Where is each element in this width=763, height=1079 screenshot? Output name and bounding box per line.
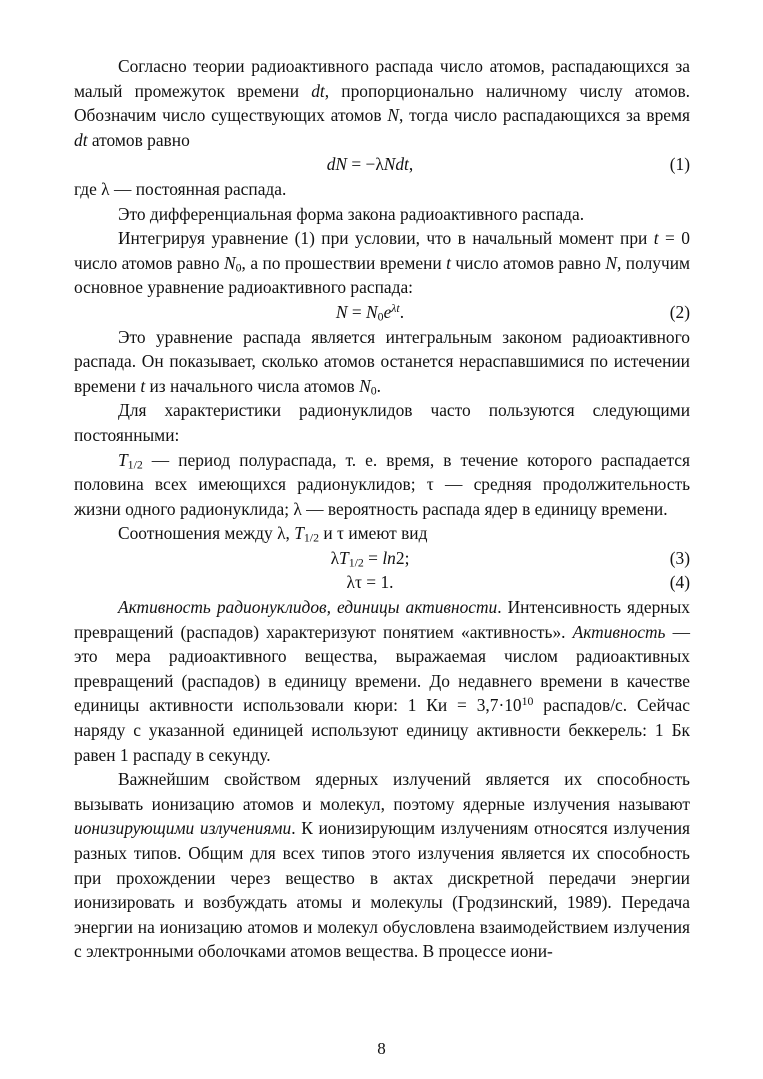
equation-number: (4) xyxy=(669,572,690,593)
text-run: Соотношения между λ, xyxy=(118,523,295,544)
subscript: 0 xyxy=(370,383,377,398)
eq-term: e xyxy=(383,301,392,322)
variable-t: t xyxy=(446,252,451,273)
equation-3 xyxy=(74,546,690,571)
text-run: , пропорционально наличному числу атомов. Обозначим число существующих атомов xyxy=(74,80,690,126)
superscript: λt xyxy=(391,301,400,316)
eq-term: Ndt xyxy=(383,154,409,175)
variable-dt: dt xyxy=(74,129,88,150)
variable-n: N xyxy=(387,105,400,126)
text-run: и τ имеют вид xyxy=(319,523,428,544)
text-run: , тогда число распадающихся за время xyxy=(399,105,690,126)
subscript: 0 xyxy=(235,260,242,275)
text-run: . К ионизирующим излучениям относятся излучения разных типов. Общим для всех типов этого излучения является их способность при прохождении через вещество в актах дискретной передачи энергии ионизировать и возбуждать атомы и молекулы (Гродзинский, 1989). Передача энергии на ионизацию атомов и молекул обусловлена взаимодействием излучения с электронными оболочками атомов вещества. В процессе иони- xyxy=(74,818,690,962)
paragraph-lambda-def: где λ — постоянная распада. xyxy=(74,178,287,199)
eq-term: λ xyxy=(330,547,340,568)
text-run: , получим основное уравнение радиоактивного распада: xyxy=(74,252,691,298)
text-run: . xyxy=(376,375,381,396)
eq-term: N xyxy=(366,301,378,322)
subscript: 1/2 xyxy=(303,530,319,545)
eq-term: = xyxy=(347,301,367,322)
equation-number: (2) xyxy=(669,301,690,322)
equation-4-body: λτ = 1. xyxy=(346,572,394,593)
text-run: . Интенсивность ядерных превращений (распадов) характеризуют понятием «активность». xyxy=(74,597,690,642)
paragraph-relations xyxy=(74,521,690,546)
text-run: = 0 число атомов равно xyxy=(74,228,690,273)
eq-term: T xyxy=(339,547,349,568)
eq-term: ln xyxy=(382,547,396,568)
text-run: Это уравнение распада является интегральным законом радиоактивного распада. Он показывает, сколько атомов останется нераспавшимися по истечении времени xyxy=(74,326,690,396)
variable-t: T xyxy=(118,449,128,470)
paragraph-half-life xyxy=(74,448,690,522)
equation-number: (1) xyxy=(669,154,690,175)
equation-4 xyxy=(74,570,690,595)
subscript: 1/2 xyxy=(127,456,143,471)
eq-term: = −λ xyxy=(347,154,384,175)
variable-t: t xyxy=(140,375,146,396)
subscript: 0 xyxy=(377,309,384,324)
text-run: — это мера радиоактивного вещества, выражаемая числом радиоактивных превращений (распадов) в единицу времени. До недавнего времени в качестве единицы активности использовали кюри: 1 Ки = 3,7·10 xyxy=(74,621,690,716)
equation-2-body xyxy=(336,300,404,325)
eq-term: dN xyxy=(326,154,348,175)
text-run: — период полураспада, т. е. время, в течение которого распадается половина всех имеющихся радионуклидов; τ — средняя продолжительность жизни одного радионуклида; λ — вероятность распада ядер в единицу времени. xyxy=(74,449,690,519)
variable-t: T xyxy=(294,523,304,544)
page-content xyxy=(74,54,690,964)
text-run: Важнейшим свойством ядерных излучений является их способность вызывать ионизацию атомов и молекул, поэтому ядерные излучения называют xyxy=(74,769,690,814)
paragraph-integral-law xyxy=(74,325,690,399)
eq-term: 2; xyxy=(395,547,410,568)
text-run: распадов/с. Сейчас наряду с указанной единицей используют единицу активности беккерель: 1 Бк равен 1 распаду в секунду. xyxy=(74,695,690,765)
variable-n0: N xyxy=(359,375,371,396)
equation-1-body xyxy=(327,152,414,177)
equation-2 xyxy=(74,300,690,325)
text-run: , а по прошествии времени xyxy=(241,252,447,273)
page-number: 8 xyxy=(377,1039,386,1058)
term-italic: ионизирующими излучениями xyxy=(74,818,292,839)
paragraph-integration xyxy=(74,226,690,300)
term-italic: Активность xyxy=(572,621,666,642)
equation-number: (3) xyxy=(669,547,690,568)
text-run: Интегрируя уравнение (1) при условии, что в начальный момент при xyxy=(118,228,654,249)
text-run: атомов равно xyxy=(87,129,190,150)
variable-dt: dt xyxy=(311,80,325,101)
variable-n: N xyxy=(605,252,618,273)
text-run: из начального числа атомов xyxy=(145,375,360,396)
eq-term: , xyxy=(408,154,414,175)
variable-n0: N xyxy=(224,252,236,273)
subscript: 1/2 xyxy=(348,555,364,570)
eq-term: . xyxy=(399,301,405,322)
paragraph-activity xyxy=(74,595,690,767)
eq-term: = xyxy=(363,547,383,568)
paragraph-decay-theory xyxy=(74,54,690,152)
paragraph-ionizing-radiation xyxy=(74,767,690,964)
section-heading-italic: Активность радионуклидов, единицы активности xyxy=(118,597,498,618)
paragraph-constants-intro: Для характеристики радионуклидов часто пользуются следующими постоянными: xyxy=(74,400,690,445)
superscript: 10 xyxy=(521,694,534,709)
equation-1 xyxy=(74,152,690,177)
text-run: число атомов равно xyxy=(450,252,606,273)
eq-term: N xyxy=(335,301,348,322)
variable-t: t xyxy=(653,228,659,249)
equation-3-body xyxy=(331,546,410,571)
paragraph-differential-form: Это дифференциальная форма закона радиоактивного распада. xyxy=(118,203,585,224)
text-run: Согласно теории радиоактивного распада число атомов, распадающихся за малый промежуток времени xyxy=(74,56,690,101)
